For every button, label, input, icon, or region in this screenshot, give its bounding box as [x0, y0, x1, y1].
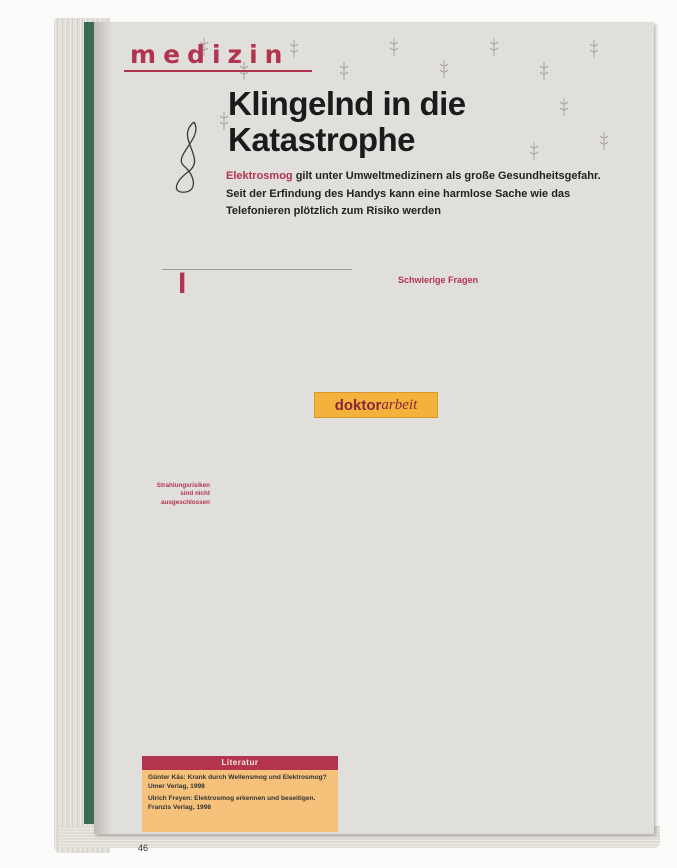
handwritten-pen-mark: [164, 118, 214, 196]
pull-quote: Strahlungsrisiken sind nicht ausgeschlossen: [156, 482, 210, 506]
doktor-arbeit-badge: [314, 392, 438, 418]
rubric-underline: [124, 70, 312, 72]
magazine-page: [94, 22, 654, 853]
subheading: Schwierige Fragen: [398, 275, 479, 285]
rubric-letter: i: [211, 40, 221, 69]
body-column-left-bottom: [160, 480, 352, 718]
article-headline: [228, 86, 528, 158]
rubric-letter: n: [264, 40, 283, 69]
drop-cap: I: [178, 267, 187, 300]
lead-text: gilt unter Umweltmedizinern als große Gesundheitsgefahr. Seit der Erfindung des Handys kann eine harmlose Sache wie das Telefonieren plötzlich zum Risiko werden: [226, 170, 601, 217]
literature-box: [142, 770, 338, 832]
literature-entry: Ulrich Freyen: Elektrosmog erkennen und beseitigen. Franzis Verlag, 1998: [148, 795, 316, 811]
headline-line: Klingelnd in die: [228, 85, 466, 122]
section-rubric: [130, 42, 282, 68]
badge-word-italic: arbeit: [381, 396, 418, 413]
body-column-right: [398, 288, 594, 788]
literature-entry: Günter Käs: Krank durch Wellensmog und Elektrosmog? Umer Verlag, 1998: [148, 774, 327, 790]
book-spine-band: [84, 22, 94, 824]
lead-keyword: Elektrosmog: [226, 170, 293, 182]
literature-heading: Literatur: [142, 756, 338, 770]
rubric-letter: e: [163, 40, 181, 69]
rubric-letter: m: [130, 40, 157, 69]
rubric-letter: d: [187, 40, 205, 69]
page-gutter-shadow: [94, 22, 112, 834]
rubric-letter: i: [249, 40, 258, 69]
body-column-left-top: [178, 267, 352, 478]
article-lead: [226, 168, 618, 221]
badge-word-plain: doktor: [334, 396, 382, 414]
rubric-letter: z: [227, 40, 243, 69]
author-line: [162, 260, 352, 270]
headline-line: Katastrophe: [228, 121, 416, 158]
page-number: 46: [138, 843, 149, 853]
